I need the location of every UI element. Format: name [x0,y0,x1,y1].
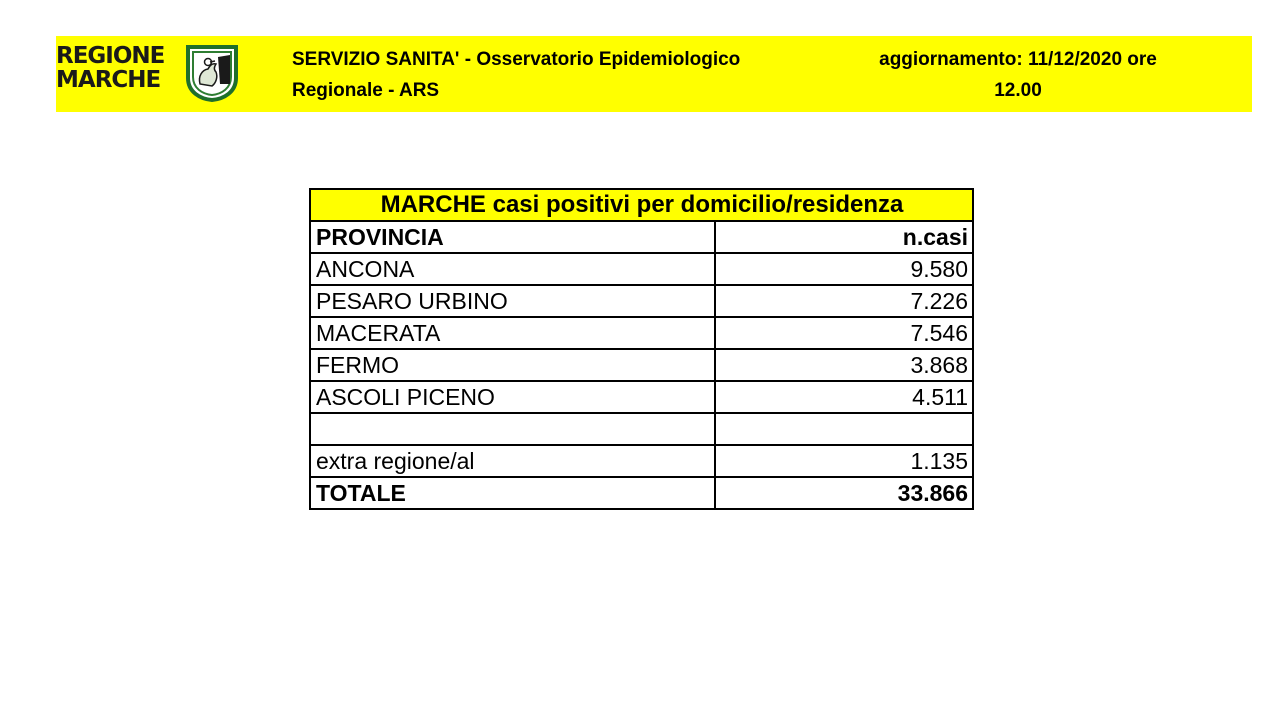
provincia-cell [310,413,715,445]
cases-table [309,188,974,510]
logo-text [56,44,164,92]
provincia-cell: PESARO URBINO [310,285,715,317]
logo-line-2: MARCHE [56,67,161,93]
table-row [310,317,973,349]
service-title-line-1: SERVIZIO SANITA' - Osservatorio Epidemiologico [292,49,741,70]
column-header-provincia: PROVINCIA [310,221,715,253]
total-value: 33.866 [715,477,973,509]
casi-cell: 9.580 [715,253,973,285]
casi-cell: 7.546 [715,317,973,349]
update-line-2: 12.00 [994,80,1042,101]
update-timestamp [838,44,1198,106]
table-row [310,445,973,477]
table-title-row [310,189,973,221]
casi-cell [715,413,973,445]
provincia-cell: extra regione/al [310,445,715,477]
service-title [292,44,812,106]
casi-cell: 3.868 [715,349,973,381]
table-row [310,349,973,381]
column-header-casi: n.casi [715,221,973,253]
table-title: MARCHE casi positivi per domicilio/residenza [310,189,973,221]
table-total-row [310,477,973,509]
casi-cell: 7.226 [715,285,973,317]
table-row [310,381,973,413]
provincia-cell: MACERATA [310,317,715,349]
table-header-row [310,221,973,253]
update-line-1: aggiornamento: 11/12/2020 ore [879,49,1157,70]
casi-cell: 1.135 [715,445,973,477]
regione-marche-shield-emblem-icon [184,44,240,102]
total-label: TOTALE [310,477,715,509]
casi-cell: 4.511 [715,381,973,413]
service-title-line-2: Regionale - ARS [292,80,440,101]
provincia-cell: FERMO [310,349,715,381]
logo-line-1: REGIONE [56,43,165,69]
table-row [310,285,973,317]
table-row [310,253,973,285]
regione-marche-logo [56,42,242,106]
provincia-cell: ANCONA [310,253,715,285]
header-banner [56,36,1252,112]
provincia-cell: ASCOLI PICENO [310,381,715,413]
table-row-empty [310,413,973,445]
